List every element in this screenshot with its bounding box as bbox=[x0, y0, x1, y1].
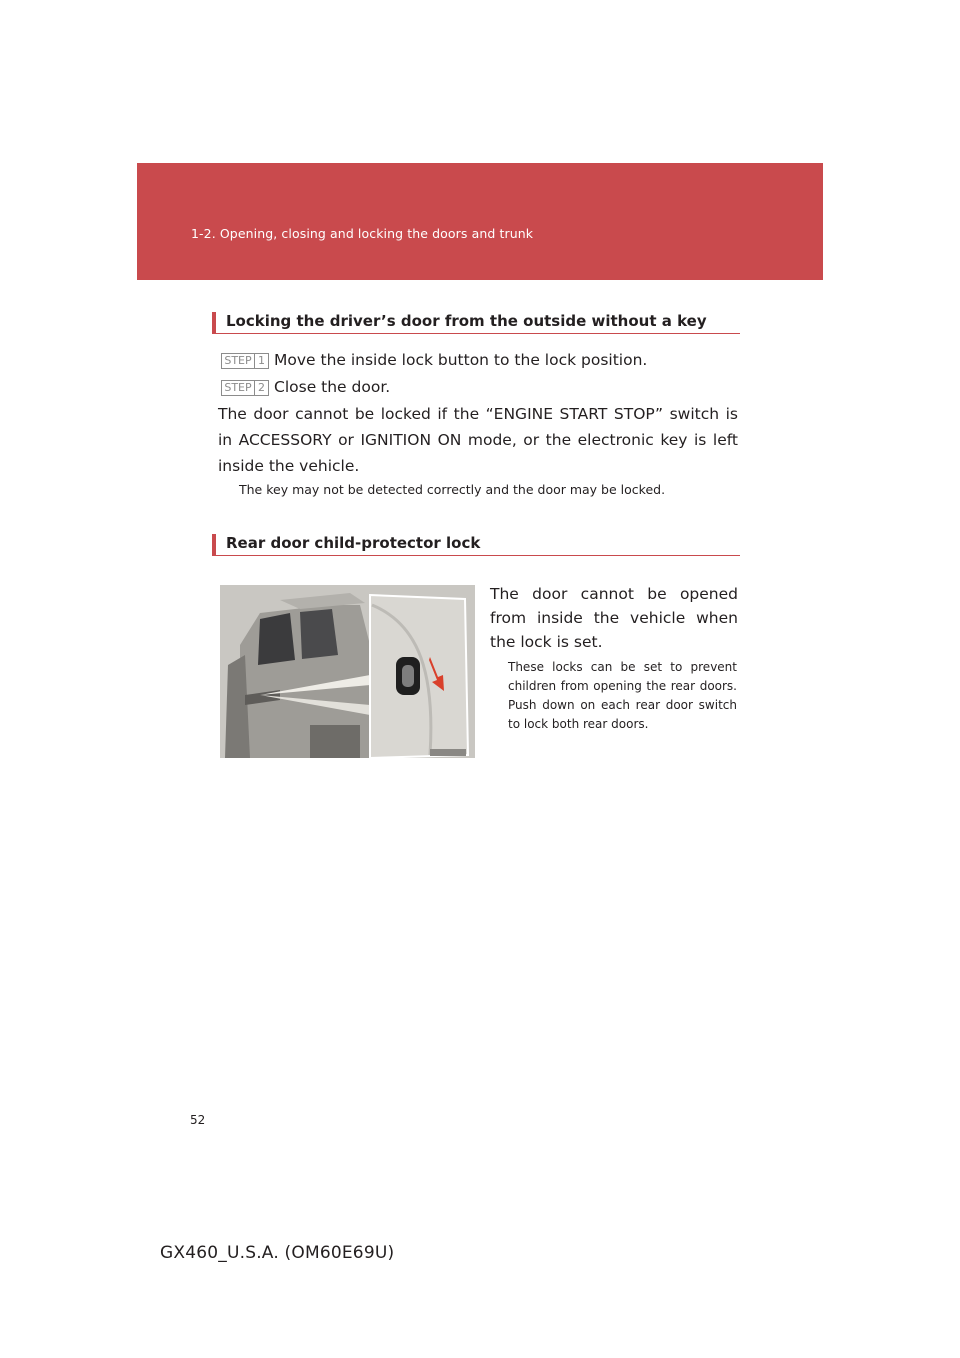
step-number: 1 bbox=[258, 354, 265, 367]
document-id: GX460_U.S.A. (OM60E69U) bbox=[160, 1243, 395, 1263]
step-badge-2 bbox=[221, 380, 269, 396]
page-number: 52 bbox=[190, 1113, 206, 1127]
section-title-text: Locking the driver’s door from the outside without a key bbox=[226, 312, 707, 330]
section-label: 1-2. Opening, closing and locking the doors and trunk bbox=[191, 226, 534, 241]
step-1-text: Move the inside lock button to the lock position. bbox=[274, 351, 648, 369]
header-band bbox=[137, 163, 823, 280]
section-title-text: Rear door child-protector lock bbox=[226, 534, 481, 552]
vehicle-rear-door-drawing bbox=[220, 585, 475, 758]
locking-note: The key may not be detected correctly and the door may be locked. bbox=[239, 482, 666, 497]
step-badge-1 bbox=[221, 353, 269, 369]
child-lock-illustration bbox=[220, 585, 475, 758]
step-word: STEP bbox=[222, 354, 255, 368]
locking-paragraph: The door cannot be locked if the “ENGINE START STOP” switch is in ACCESSORY or IGNITION ON mode, or the electronic key is left inside the vehicle. bbox=[218, 405, 738, 475]
section-title-child-lock bbox=[212, 534, 740, 556]
step-number: 2 bbox=[258, 381, 265, 394]
section-title-locking bbox=[212, 312, 740, 334]
step-2-text: Close the door. bbox=[274, 378, 391, 396]
child-lock-note: These locks can be set to prevent children from opening the rear doors. Push down on each rear door switch to lock both rear doors. bbox=[508, 660, 737, 731]
child-lock-paragraph: The door cannot be opened from inside the vehicle when the lock is set. bbox=[490, 585, 738, 651]
step-word: STEP bbox=[222, 381, 255, 395]
